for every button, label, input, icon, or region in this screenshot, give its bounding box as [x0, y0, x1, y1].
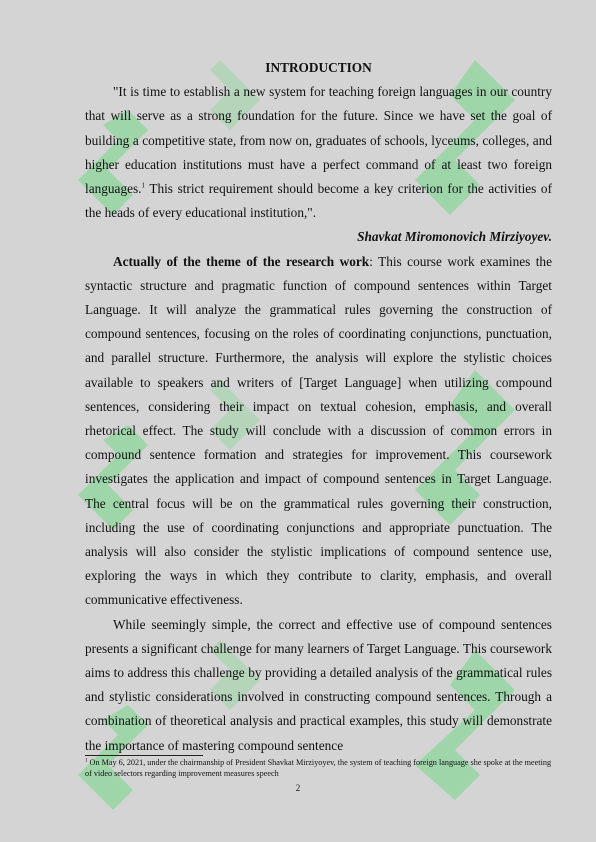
page-number: 2 — [295, 783, 301, 793]
page-title: INTRODUCTION — [265, 60, 372, 75]
paragraph-text: : This course work examines the syntactic structure and pragmatic function of compound sentences within Target Language. It will analyze the grammatical rules governing the construction of compound sentences, focusing on the roles of coordinating conjunctions, punctuation, and parallel structure. Furthermore, the analysis will explore the stylistic choices available to speakers and writers of [Target Language] when utilizing compound sentences, considering their impact on textual cohesion, emphasis, and overall rhetorical effect. The study will conclude with a discussion of common errors in compound sentence formation and strategies for improvement. This coursework investigates the application and impact of compound sentences in Target Language. The central focus will be on the grammatical rules governing their construction, including the use of coordinating conjunctions and appropriate punctuation. The analysis will also consider the stylistic implications of compound sentence use, exploring the ways in which they contribute to clarity, emphasis, and overall communicative effectiveness. — [85, 253, 552, 608]
paragraph-challenge: While seemingly simple, the correct and effective use of compound sentences presents a significant challenge for many learners of Target Language. This coursework aims to address this challenge by providing a detailed analysis of the grammatical rules and stylistic considerations involved in constructing compound sentences. Through a combination of theoretical analysis and practical examples, this study will demonstrate the importance of mastering compound sentence — [85, 616, 552, 753]
footnote-text: On May 6, 2021, under the chairmanship of President Shavkat Mirziyoyev, the system of teaching foreign language she spoke at the meeting of video selectors regarding improvement measures speech — [85, 758, 552, 778]
footnote-divider — [85, 755, 203, 756]
footnote-number: 1 — [85, 758, 88, 764]
epigraph-quote — [85, 80, 552, 225]
quote-author: Shavkat Miromonovich Mirziyoyev. — [357, 229, 552, 245]
footnote — [85, 757, 555, 779]
quote-text: "It is time to establish a new system for teaching foreign languages in our country that will serve as a strong foundation for the future. Since we have set the goal of building a competitive state, from now on, graduates of schools, lyceums, colleges, and higher education institutions must have a perfect command of at least two foreign languages. — [85, 84, 552, 197]
quote-text-end: This strict requirement should become a key criterion for the activities of the heads of every educational institution,". — [85, 181, 552, 221]
footnote-ref: 1 — [141, 181, 145, 190]
document-body — [85, 56, 552, 758]
paragraph-research-theme — [85, 250, 552, 613]
paragraph-lead: Actually of the theme of the research work — [113, 253, 370, 269]
